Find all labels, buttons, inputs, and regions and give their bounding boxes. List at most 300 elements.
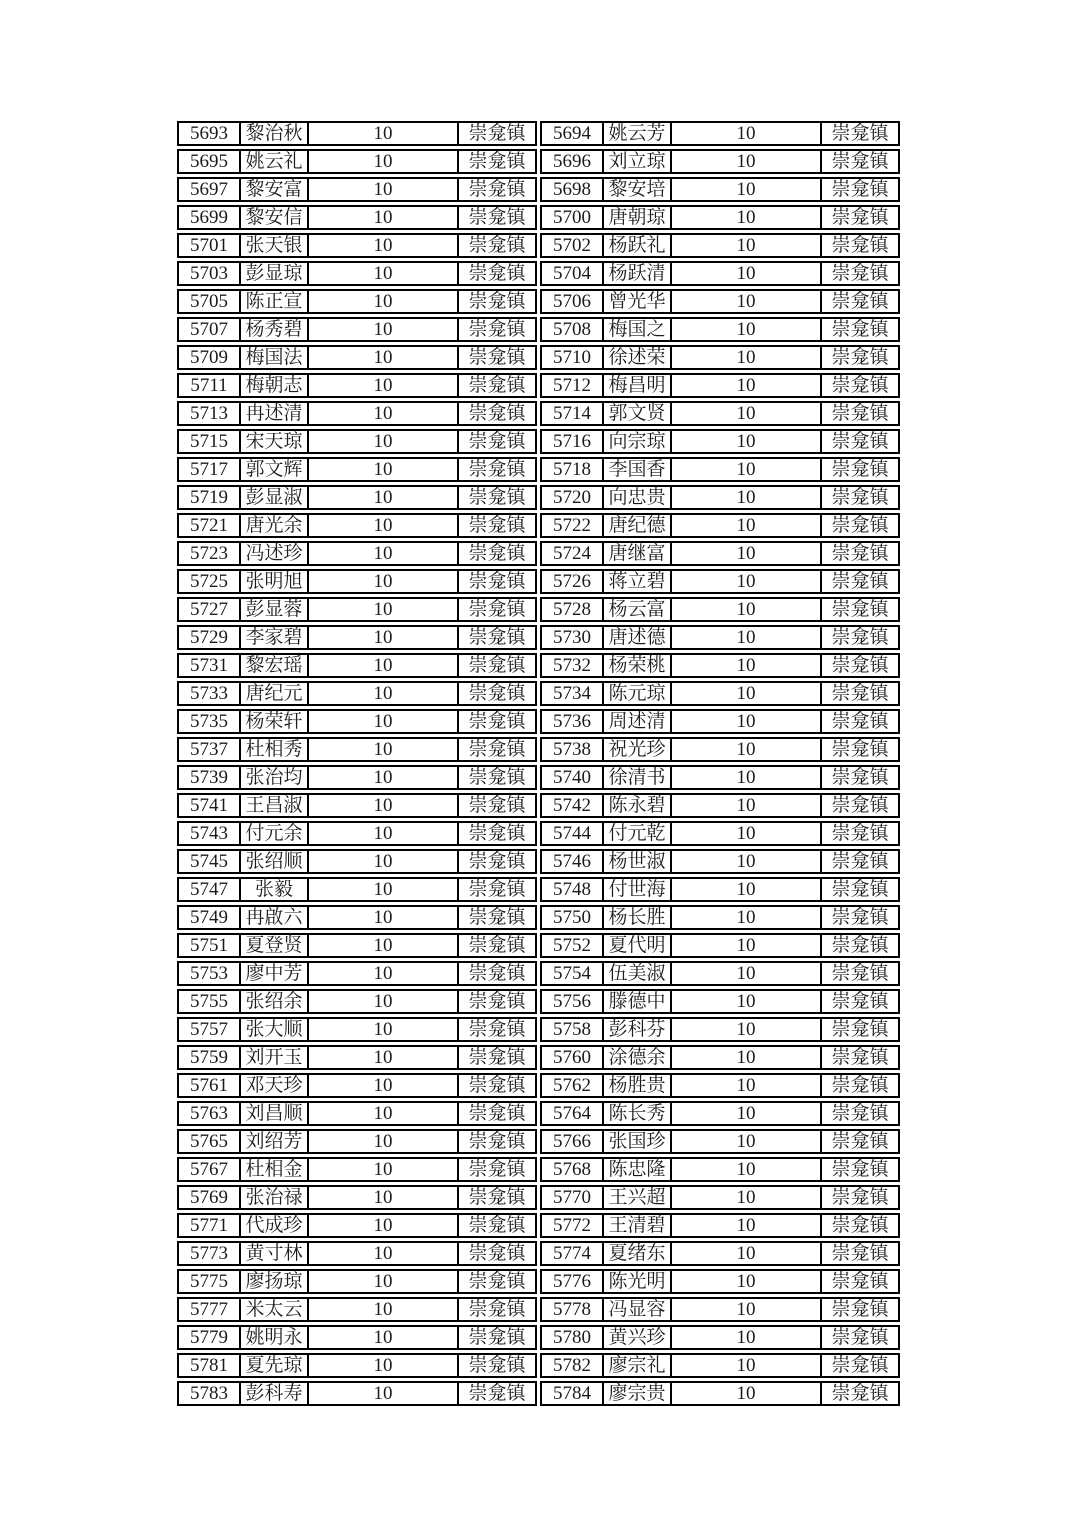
cell-id: 5760 (540, 1045, 604, 1070)
cell-town: 崇龛镇 (822, 709, 900, 734)
cell-name: 张治禄 (241, 1185, 309, 1210)
cell-town: 崇龛镇 (822, 1297, 900, 1322)
cell-value: 10 (672, 1045, 822, 1070)
cell-value: 10 (309, 849, 459, 874)
cell-id: 5782 (540, 1353, 604, 1378)
table-row (177, 1045, 537, 1070)
table-row (177, 345, 537, 370)
cell-town: 崇龛镇 (822, 905, 900, 930)
table-row (177, 1101, 537, 1126)
cell-value: 10 (672, 1213, 822, 1238)
cell-name: 祝光珍 (604, 737, 672, 762)
cell-town: 崇龛镇 (822, 569, 900, 594)
cell-name: 杨世淑 (604, 849, 672, 874)
cell-name: 杜相金 (241, 1157, 309, 1182)
table-row (177, 1325, 537, 1350)
cell-name: 冯述珍 (241, 541, 309, 566)
cell-value: 10 (309, 821, 459, 846)
cell-name: 郭文辉 (241, 457, 309, 482)
table-row (177, 849, 537, 874)
cell-town: 崇龛镇 (822, 681, 900, 706)
cell-town: 崇龛镇 (459, 821, 537, 846)
cell-name: 付元余 (241, 821, 309, 846)
cell-name: 梅国法 (241, 345, 309, 370)
cell-name: 杨秀碧 (241, 317, 309, 342)
cell-id: 5757 (177, 1017, 241, 1042)
table-row (177, 289, 537, 314)
cell-value: 10 (672, 373, 822, 398)
table-row (540, 737, 900, 762)
table-row (540, 1213, 900, 1238)
cell-name: 张大顺 (241, 1017, 309, 1042)
cell-town: 崇龛镇 (459, 513, 537, 538)
cell-town: 崇龛镇 (822, 961, 900, 986)
cell-town: 崇龛镇 (822, 345, 900, 370)
table-row (540, 653, 900, 678)
cell-id: 5711 (177, 373, 241, 398)
cell-value: 10 (309, 1269, 459, 1294)
cell-town: 崇龛镇 (459, 1241, 537, 1266)
cell-name: 黎治秋 (241, 121, 309, 146)
cell-id: 5784 (540, 1381, 604, 1406)
table-row (540, 401, 900, 426)
table-row (540, 1185, 900, 1210)
table-row (177, 681, 537, 706)
cell-name: 唐纪元 (241, 681, 309, 706)
table-row (540, 681, 900, 706)
cell-town: 崇龛镇 (459, 569, 537, 594)
table-row (177, 1213, 537, 1238)
table-row (177, 485, 537, 510)
cell-id: 5706 (540, 289, 604, 314)
cell-town: 崇龛镇 (822, 1129, 900, 1154)
table-row (540, 1129, 900, 1154)
cell-name: 付元乾 (604, 821, 672, 846)
cell-town: 崇龛镇 (459, 1353, 537, 1378)
cell-name: 米太云 (241, 1297, 309, 1322)
table-row (540, 205, 900, 230)
cell-name: 滕德中 (604, 989, 672, 1014)
cell-id: 5750 (540, 905, 604, 930)
cell-name: 刘开玉 (241, 1045, 309, 1070)
cell-id: 5698 (540, 177, 604, 202)
cell-town: 崇龛镇 (459, 429, 537, 454)
cell-id: 5770 (540, 1185, 604, 1210)
cell-value: 10 (309, 765, 459, 790)
cell-value: 10 (672, 1101, 822, 1126)
table-row (177, 1353, 537, 1378)
table-row (177, 1269, 537, 1294)
cell-id: 5762 (540, 1073, 604, 1098)
table-row (177, 793, 537, 818)
cell-value: 10 (309, 205, 459, 230)
table-row (540, 625, 900, 650)
cell-value: 10 (672, 177, 822, 202)
cell-id: 5739 (177, 765, 241, 790)
cell-name: 杨胜贵 (604, 1073, 672, 1098)
cell-value: 10 (309, 1381, 459, 1406)
table-row (177, 205, 537, 230)
table-row (540, 597, 900, 622)
cell-name: 张毅 (241, 877, 309, 902)
cell-id: 5772 (540, 1213, 604, 1238)
cell-town: 崇龛镇 (459, 1129, 537, 1154)
cell-id: 5719 (177, 485, 241, 510)
cell-name: 向宗琼 (604, 429, 672, 454)
cell-town: 崇龛镇 (822, 765, 900, 790)
cell-name: 唐述德 (604, 625, 672, 650)
cell-id: 5741 (177, 793, 241, 818)
cell-value: 10 (309, 429, 459, 454)
table-row (177, 765, 537, 790)
cell-town: 崇龛镇 (822, 1353, 900, 1378)
table-row (540, 709, 900, 734)
cell-town: 崇龛镇 (822, 597, 900, 622)
cell-value: 10 (672, 485, 822, 510)
cell-value: 10 (672, 1017, 822, 1042)
cell-town: 崇龛镇 (822, 1381, 900, 1406)
table-row (177, 989, 537, 1014)
cell-id: 5758 (540, 1017, 604, 1042)
cell-town: 崇龛镇 (459, 1185, 537, 1210)
cell-town: 崇龛镇 (459, 905, 537, 930)
cell-value: 10 (672, 737, 822, 762)
cell-value: 10 (309, 625, 459, 650)
cell-id: 5715 (177, 429, 241, 454)
cell-id: 5707 (177, 317, 241, 342)
cell-value: 10 (309, 569, 459, 594)
table-row (540, 793, 900, 818)
cell-town: 崇龛镇 (459, 1213, 537, 1238)
cell-name: 彭显琼 (241, 261, 309, 286)
cell-name: 向忠贵 (604, 485, 672, 510)
table-row (540, 961, 900, 986)
table-row (177, 737, 537, 762)
roster-table-right-body (540, 121, 900, 1406)
cell-id: 5725 (177, 569, 241, 594)
cell-value: 10 (672, 1381, 822, 1406)
table-row (177, 569, 537, 594)
cell-value: 10 (309, 513, 459, 538)
cell-id: 5701 (177, 233, 241, 258)
cell-id: 5764 (540, 1101, 604, 1126)
cell-name: 黎安富 (241, 177, 309, 202)
cell-value: 10 (672, 1297, 822, 1322)
cell-id: 5761 (177, 1073, 241, 1098)
cell-id: 5740 (540, 765, 604, 790)
cell-town: 崇龛镇 (459, 485, 537, 510)
cell-town: 崇龛镇 (459, 457, 537, 482)
cell-value: 10 (309, 961, 459, 986)
cell-name: 王昌淑 (241, 793, 309, 818)
cell-name: 刘绍芳 (241, 1129, 309, 1154)
cell-town: 崇龛镇 (822, 373, 900, 398)
cell-town: 崇龛镇 (822, 877, 900, 902)
cell-id: 5708 (540, 317, 604, 342)
cell-value: 10 (309, 933, 459, 958)
cell-id: 5767 (177, 1157, 241, 1182)
table-row (540, 1241, 900, 1266)
cell-name: 杨长胜 (604, 905, 672, 930)
cell-value: 10 (309, 261, 459, 286)
cell-name: 宋天琼 (241, 429, 309, 454)
cell-id: 5703 (177, 261, 241, 286)
cell-name: 张国珍 (604, 1129, 672, 1154)
cell-town: 崇龛镇 (459, 233, 537, 258)
cell-value: 10 (309, 1045, 459, 1070)
cell-value: 10 (309, 1185, 459, 1210)
cell-id: 5718 (540, 457, 604, 482)
cell-value: 10 (309, 121, 459, 146)
cell-value: 10 (672, 121, 822, 146)
cell-town: 崇龛镇 (822, 457, 900, 482)
cell-id: 5783 (177, 1381, 241, 1406)
cell-name: 陈光明 (604, 1269, 672, 1294)
cell-name: 姚明永 (241, 1325, 309, 1350)
cell-value: 10 (672, 765, 822, 790)
cell-town: 崇龛镇 (822, 541, 900, 566)
cell-town: 崇龛镇 (822, 1101, 900, 1126)
cell-town: 崇龛镇 (459, 625, 537, 650)
cell-name: 杨跃清 (604, 261, 672, 286)
cell-name: 姚云芳 (604, 121, 672, 146)
table-row (177, 429, 537, 454)
table-row (177, 1157, 537, 1182)
cell-name: 杨跃礼 (604, 233, 672, 258)
cell-value: 10 (672, 1185, 822, 1210)
table-row (540, 1269, 900, 1294)
cell-town: 崇龛镇 (822, 429, 900, 454)
cell-value: 10 (672, 625, 822, 650)
cell-town: 崇龛镇 (822, 1017, 900, 1042)
cell-town: 崇龛镇 (459, 205, 537, 230)
table-row (540, 373, 900, 398)
cell-value: 10 (672, 877, 822, 902)
cell-town: 崇龛镇 (822, 989, 900, 1014)
cell-town: 崇龛镇 (822, 1269, 900, 1294)
cell-town: 崇龛镇 (822, 177, 900, 202)
cell-town: 崇龛镇 (459, 1045, 537, 1070)
cell-name: 冯显容 (604, 1297, 672, 1322)
table-row (540, 849, 900, 874)
cell-value: 10 (672, 849, 822, 874)
cell-town: 崇龛镇 (822, 849, 900, 874)
table-row (540, 1353, 900, 1378)
table-row (177, 905, 537, 930)
cell-town: 崇龛镇 (459, 1381, 537, 1406)
cell-town: 崇龛镇 (459, 1157, 537, 1182)
cell-id: 5751 (177, 933, 241, 958)
table-row (540, 429, 900, 454)
cell-town: 崇龛镇 (822, 121, 900, 146)
cell-value: 10 (309, 345, 459, 370)
cell-name: 姚云礼 (241, 149, 309, 174)
cell-town: 崇龛镇 (822, 289, 900, 314)
cell-id: 5773 (177, 1241, 241, 1266)
cell-id: 5720 (540, 485, 604, 510)
table-row (540, 317, 900, 342)
cell-id: 5743 (177, 821, 241, 846)
cell-name: 廖宗礼 (604, 1353, 672, 1378)
cell-value: 10 (672, 1129, 822, 1154)
cell-id: 5756 (540, 989, 604, 1014)
cell-value: 10 (309, 457, 459, 482)
cell-id: 5694 (540, 121, 604, 146)
cell-town: 崇龛镇 (459, 541, 537, 566)
cell-id: 5723 (177, 541, 241, 566)
table-row (177, 541, 537, 566)
cell-id: 5733 (177, 681, 241, 706)
table-row (177, 877, 537, 902)
cell-name: 曾光华 (604, 289, 672, 314)
cell-id: 5745 (177, 849, 241, 874)
cell-name: 陈长秀 (604, 1101, 672, 1126)
cell-id: 5726 (540, 569, 604, 594)
cell-town: 崇龛镇 (459, 681, 537, 706)
cell-name: 邓天珍 (241, 1073, 309, 1098)
roster-table-left-body (177, 121, 537, 1406)
cell-town: 崇龛镇 (822, 1157, 900, 1182)
table-row (177, 1381, 537, 1406)
cell-id: 5714 (540, 401, 604, 426)
cell-id: 5749 (177, 905, 241, 930)
cell-id: 5781 (177, 1353, 241, 1378)
cell-name: 黄寸林 (241, 1241, 309, 1266)
table-row (540, 1017, 900, 1042)
cell-value: 10 (672, 149, 822, 174)
cell-town: 崇龛镇 (459, 849, 537, 874)
cell-id: 5735 (177, 709, 241, 734)
table-row (177, 1017, 537, 1042)
table-row (177, 1297, 537, 1322)
cell-town: 崇龛镇 (459, 709, 537, 734)
table-row (177, 513, 537, 538)
cell-id: 5709 (177, 345, 241, 370)
cell-id: 5702 (540, 233, 604, 258)
cell-value: 10 (309, 681, 459, 706)
cell-id: 5729 (177, 625, 241, 650)
cell-value: 10 (672, 1269, 822, 1294)
cell-name: 张绍顺 (241, 849, 309, 874)
cell-town: 崇龛镇 (459, 989, 537, 1014)
cell-name: 冉啟六 (241, 905, 309, 930)
cell-id: 5713 (177, 401, 241, 426)
cell-id: 5734 (540, 681, 604, 706)
table-row (540, 513, 900, 538)
cell-town: 崇龛镇 (822, 1045, 900, 1070)
cell-value: 10 (309, 1325, 459, 1350)
cell-value: 10 (672, 905, 822, 930)
cell-value: 10 (309, 1297, 459, 1322)
cell-value: 10 (309, 289, 459, 314)
table-row (540, 345, 900, 370)
cell-id: 5697 (177, 177, 241, 202)
cell-name: 伍美淑 (604, 961, 672, 986)
cell-value: 10 (309, 1017, 459, 1042)
cell-name: 夏代明 (604, 933, 672, 958)
cell-name: 杜相秀 (241, 737, 309, 762)
cell-value: 10 (309, 1353, 459, 1378)
cell-name: 杨荣桃 (604, 653, 672, 678)
cell-value: 10 (309, 149, 459, 174)
table-row (540, 989, 900, 1014)
cell-town: 崇龛镇 (822, 737, 900, 762)
cell-town: 崇龛镇 (459, 345, 537, 370)
cell-name: 张明旭 (241, 569, 309, 594)
cell-value: 10 (672, 541, 822, 566)
cell-name: 彭显蓉 (241, 597, 309, 622)
cell-value: 10 (309, 793, 459, 818)
cell-value: 10 (672, 989, 822, 1014)
cell-value: 10 (672, 1353, 822, 1378)
table-row (177, 709, 537, 734)
cell-name: 黎安培 (604, 177, 672, 202)
cell-name: 廖扬琼 (241, 1269, 309, 1294)
cell-id: 5775 (177, 1269, 241, 1294)
cell-value: 10 (672, 457, 822, 482)
cell-name: 夏绪东 (604, 1241, 672, 1266)
cell-town: 崇龛镇 (459, 737, 537, 762)
cell-value: 10 (309, 1101, 459, 1126)
cell-town: 崇龛镇 (459, 961, 537, 986)
cell-id: 5727 (177, 597, 241, 622)
cell-value: 10 (309, 373, 459, 398)
cell-id: 5712 (540, 373, 604, 398)
cell-value: 10 (309, 233, 459, 258)
cell-id: 5696 (540, 149, 604, 174)
table-row (540, 121, 900, 146)
cell-town: 崇龛镇 (822, 401, 900, 426)
cell-name: 王兴超 (604, 1185, 672, 1210)
roster-table-right (540, 118, 900, 1409)
table-row (177, 121, 537, 146)
cell-id: 5731 (177, 653, 241, 678)
cell-id: 5693 (177, 121, 241, 146)
cell-value: 10 (672, 289, 822, 314)
cell-id: 5700 (540, 205, 604, 230)
table-row (177, 1185, 537, 1210)
cell-name: 徐清书 (604, 765, 672, 790)
cell-town: 崇龛镇 (822, 485, 900, 510)
cell-town: 崇龛镇 (822, 317, 900, 342)
cell-value: 10 (672, 793, 822, 818)
cell-name: 梅朝志 (241, 373, 309, 398)
table-row (177, 1241, 537, 1266)
cell-id: 5705 (177, 289, 241, 314)
cell-id: 5728 (540, 597, 604, 622)
cell-town: 崇龛镇 (822, 1241, 900, 1266)
cell-name: 杨云富 (604, 597, 672, 622)
cell-name: 杨荣轩 (241, 709, 309, 734)
cell-name: 唐朝琼 (604, 205, 672, 230)
table-row (540, 1381, 900, 1406)
cell-name: 张治均 (241, 765, 309, 790)
cell-id: 5722 (540, 513, 604, 538)
cell-value: 10 (309, 877, 459, 902)
cell-id: 5763 (177, 1101, 241, 1126)
cell-id: 5738 (540, 737, 604, 762)
cell-value: 10 (309, 905, 459, 930)
roster-table-left (177, 118, 537, 1409)
cell-town: 崇龛镇 (459, 261, 537, 286)
cell-town: 崇龛镇 (822, 821, 900, 846)
cell-value: 10 (672, 429, 822, 454)
cell-town: 崇龛镇 (459, 317, 537, 342)
cell-id: 5737 (177, 737, 241, 762)
cell-value: 10 (672, 597, 822, 622)
cell-id: 5752 (540, 933, 604, 958)
cell-town: 崇龛镇 (822, 625, 900, 650)
